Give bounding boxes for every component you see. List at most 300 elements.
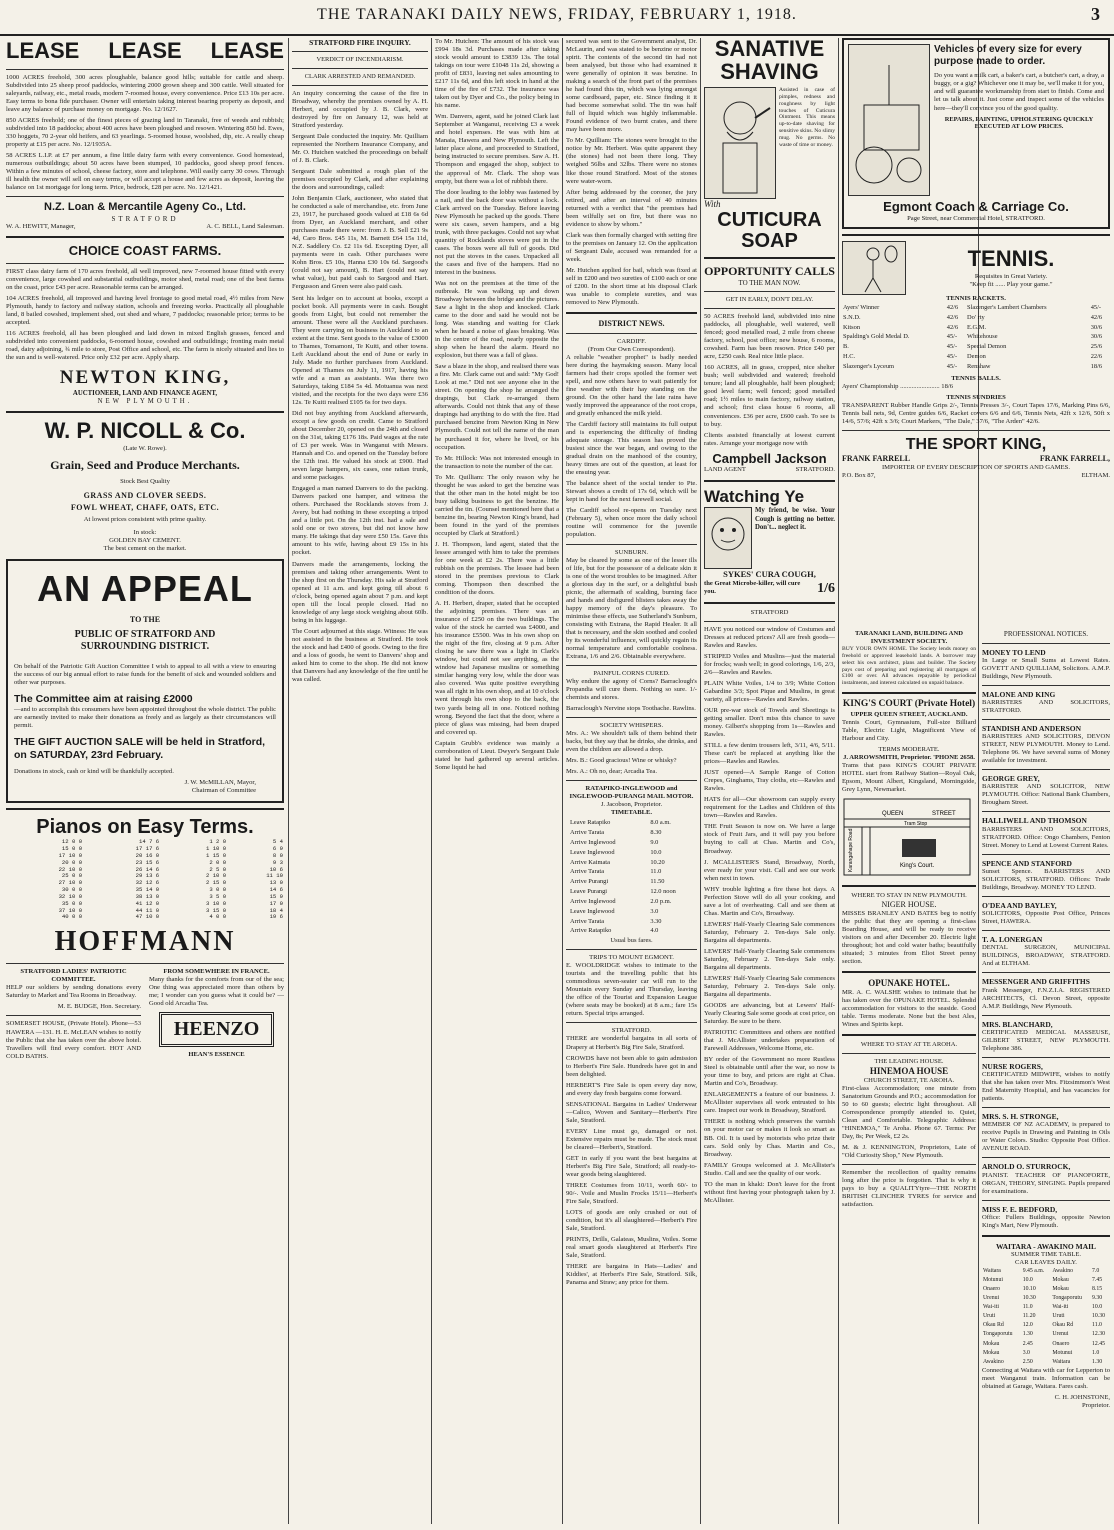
cardiff-heading: CARDIFF.: [617, 337, 646, 345]
tyre-ad: Remember the recollection of quality remains long after the price is forgotten. That is why it pays to buy a QUALITYtyre—THE NORTH BRITISH CLINCHER TYRES for service and satisfaction.: [842, 1169, 976, 1209]
gift-auction-notice: THE GIFT AUCTION SALE will be held in Stratford, on SATURDAY, 23rd February.: [14, 736, 266, 762]
waitara-owner: C. H. JOHNSTONE,: [1054, 1393, 1110, 1401]
notice-body: DENTAL SURGEON, MUNICIPAL BUILDINGS, BROADWAY, STRATFORD. And at ELTHAM.: [982, 944, 1110, 968]
article-paragraph: To Mr. Hillock: Was not interested enough in the transaction to note the number of the car.: [435, 454, 559, 470]
table-cell: Arrive Kaimata: [570, 858, 610, 866]
table-cell: 45/-: [946, 333, 958, 341]
table-cell: 25 0 0: [61, 872, 83, 880]
farrell-name-right: FRANK FARRELL,: [1039, 454, 1110, 464]
table-cell: 9.0: [650, 839, 659, 847]
timetable-row: [568, 918, 695, 926]
table-cell: 17 0: [269, 899, 283, 907]
france-heading: FROM SOMEWHERE IN FRANCE.: [163, 968, 270, 976]
table-cell: 19 6: [269, 913, 283, 921]
table-cell: 3 0 0: [209, 886, 227, 894]
opportunity-sub: TO THE MAN NOW.: [738, 278, 801, 287]
land-agent-label: LAND AGENT: [704, 466, 746, 474]
table-cell: Demon: [967, 352, 986, 360]
vehicles-ad: [842, 38, 1110, 229]
lease-word: LEASE: [210, 38, 284, 63]
table-cell: 8.30: [650, 829, 662, 837]
table-cell: 2 15 0: [205, 879, 227, 887]
table-cell: Mokau: [983, 1349, 1000, 1356]
pianos-heading: Pianos on Easy Terms.: [36, 816, 254, 839]
hinemoa-proprietor: M. & J. KENNINGTON, Proprietors, Late of "Old Curiosity Shop," New Plymouth.: [842, 1144, 976, 1160]
table-cell: Mokau: [983, 1340, 1000, 1347]
article-paragraph: To Mr. Quilliam: The only reason why he thought he was asked to get the benzine was that the other man in the hotel might be too busy talking business to get the benzine. He carried the tin. (Counsel mentioned here that a benzine tin, bearing Newton King's brand, had been found in the yard of the premises occupied by Clark at Stratford.): [435, 473, 559, 537]
timetable-row: [568, 908, 695, 916]
egmont-address: Page Street, near Commercial Hotel, STRATFORD.: [907, 214, 1045, 222]
article-paragraph: May be cleared by some as one of the lesser ills of life, but for the possessor of a delicate skin it is one of the worst troubles to be imagined. After a glorious day in the surf, or a delightful bush picnic, the aftermath of scalding, burning face and hands and disfigured blisters takes away the happy memory of the day's pleasure. To minimise these effects, use Sutherland's Sunburn, consisting with Extrana, the Rapid Healer. It all that is necessary, and the skin soothed and cooled by its wonderful influence, will quickly regain its normal temperature and comfortable coolness. Extrana, 1/6 and 2/6. Obtainable everywhere.: [566, 556, 697, 660]
racket-row: [842, 352, 1110, 362]
table-cell: 1.0: [1092, 1349, 1100, 1356]
table-cell: Arrive Purangi: [570, 878, 609, 886]
table-cell: 20 16 0: [135, 852, 160, 860]
table-cell: 3.0: [650, 907, 659, 915]
table-cell: B.: [843, 343, 849, 351]
racket-row: [842, 313, 1110, 323]
nicoll-prices: At lowest prices consistent with prime quality.: [83, 516, 207, 524]
nicoll-fowl: FOWL WHEAT, CHAFF, OATS, ETC.: [70, 503, 220, 513]
notice-heading: STANDISH AND ANDERSON: [982, 723, 1082, 733]
classified-ad: OUR pre-war stock of Towels and Sheetings is getting smaller. Don't miss this chance to save money. Gilbert's shopping from 1s—Rawles and Rawles.: [704, 707, 835, 739]
table-cell: 2 0 0: [209, 858, 227, 866]
table-cell: 2.50: [1022, 1358, 1033, 1365]
herbert-ad: PRINTS, Drills, Galateas, Muslins, Voiles. Some real smart goods slaughtered at Herbert's Fire Sale, Stratford.: [566, 1236, 697, 1260]
fire-verdict: VERDICT OF INCENDIARISM.: [316, 56, 404, 64]
table-cell: 17 17 6: [135, 845, 160, 853]
notice-body: In Large or Small Sums at Lowest Rates. GOVETT AND QUILLIAM, Solicitors. A.M.P. Buildings, New Plymouth.: [982, 656, 1110, 680]
timetable-row: [568, 927, 695, 935]
table-cell: 10.30: [1022, 1295, 1036, 1302]
table-cell: Arrive Tarata: [570, 829, 605, 837]
manager-name: W. A. HEWITT, Manager,: [6, 223, 76, 231]
table-cell: Uruti: [1052, 1313, 1065, 1320]
table-cell: 11.0: [650, 868, 662, 876]
lease-word: LEASE: [108, 38, 182, 63]
pianos-price-table: [6, 839, 284, 921]
appeal-box: [6, 559, 284, 803]
lease-listing-3: 58 ACRES L.I.P. at £7 per annum, a fine little dairy farm with every convenience. Good homestead, numerous outbuildings; about 50 acres have been stumped, 10 paddocks, good sheep proof fences. Within a few minutes of school, cheese factory, store and telephone. Will easily carry 30 cows. Through ill health the owner will sell on easy terms, or will accept a house and few acres as deposit, leaving the balance on 1st mortgage for long term. Price, bedrock, £28 per acre. No. 12/1421.: [6, 152, 284, 192]
kings-court-body: Tennis Court, Gymnasium, Full-size Billiard Table, Electric Light, Magnificent View of Harbour and City.: [842, 718, 976, 742]
table-cell: Arrive Inglewood: [570, 839, 616, 847]
article-paragraph: The Cardiff factory still maintains its full output and is experiencing the difficulty of finding adequate storage. This season has proved the busiest since the war began, and owing to the gradual drain on the manhood of the country, heavy times are out of the question, at least for the ensuing year.: [566, 421, 697, 477]
car-leaves: CAR LEAVES DAILY.: [1015, 1258, 1077, 1266]
table-cell: H.C.: [843, 352, 856, 360]
table-cell: 10.0: [650, 848, 662, 856]
waitara-row: [982, 1349, 1110, 1358]
appeal-body: On behalf of the Patriotic Gift Auction Committee I wish to appeal to all with a view to ensuring the success of our big annual effort to raise funds for the benefit of sick and wounded soldiers and other war purposes.: [14, 663, 276, 687]
column-rule: [562, 38, 563, 1524]
table-cell: 42/6: [1090, 313, 1103, 321]
racket-row: [842, 332, 1110, 342]
nicoll-grass: GRASS AND CLOVER SEEDS.: [83, 490, 207, 500]
table-cell: Onaero: [1052, 1340, 1070, 1347]
kings-court-address: UPPER QUEEN STREET, AUCKLAND.: [850, 710, 968, 718]
table-cell: Leave Inglewood: [570, 907, 615, 915]
table-cell: 3.30: [650, 917, 662, 925]
farm-listing-3: 116 ACRES freehold, all has been ploughed and laid down in mixed English grasses, fenced and subdivided into convenient paddocks, 6-roomed house, cowshed and outbuildings; fronting main metal road, dairy adjoining, ¾ mile to store, Post Office and school, etc. The farm is nicely situated and lies to the sun and is well-watered. Price only £32 per acre. Apply sharp.: [6, 330, 284, 362]
leading-house: THE LEADING HOUSE.: [874, 1058, 944, 1066]
column-rule: [838, 38, 839, 1524]
table-cell: 35 0 0: [61, 899, 83, 907]
campbell-jackson-name: Campbell Jackson: [712, 450, 827, 466]
land-listing: 160 ACRES, all in grass, cropped, nice shelter bush; well subdivided and watered; freehold tenure; land all ploughable, half been ploughed; good level farm; well fenced; good metalled road; 1½ miles to main factory, railway station, and school; first class house 6 rooms, all conveniences. £36 per acre, £600 cash. To see is to buy.: [704, 364, 835, 428]
table-cell: Wai-iti: [983, 1304, 999, 1311]
notice-heading: MONEY TO LEND: [982, 647, 1046, 657]
table-cell: 12.0 noon: [650, 888, 676, 896]
herbert-ad: SENSATIONAL Bargains in Ladies' Underwear—Calico, Woven and Sanitary—Herbert's Fire Sale, Stratford.: [566, 1100, 697, 1124]
article-paragraph: An inquiry concerning the cause of the fire in Broadway, whereby the premises owned by A. H. Herbert, and occupied by J. B. Clark, were destroyed by fire on January 12, was held at Stratford yesterday.: [292, 89, 428, 129]
newton-king-place: NEW PLYMOUTH.: [97, 397, 193, 405]
table-cell: 2.45: [1022, 1340, 1033, 1347]
kings-court-heading: KING'S COURT (Private Hotel): [842, 698, 976, 709]
balls-heading: TENNIS BALLS.: [951, 374, 1001, 382]
notice-heading: T. A. LONERGAN: [982, 935, 1043, 945]
table-cell: 11.0: [1092, 1322, 1102, 1329]
table-cell: Tongaporutu: [983, 1331, 1013, 1338]
notice-heading: MRS. S. H. STRONGE,: [982, 1112, 1059, 1122]
table-cell: Arrive Ratapiko: [570, 927, 612, 935]
table-cell: 32 10 0: [58, 892, 83, 900]
whispers-heading: SOCIETY WHISPERS.: [599, 722, 664, 730]
column-6-7-top: [842, 38, 1110, 628]
column-rule: [431, 38, 432, 1524]
article-paragraph: The Cardiff school re-opens on Tuesday next (February 5), when once more the daily school routine will commence for the juvenile population.: [566, 507, 697, 539]
article-paragraph: Saw a blaze in the shop, and realised there was a fire. Mr. Clark came out and said: "My God! Look at me." Did not see anyone else in the street. On opening the shop he arranged the drapings, but Clark re-arranged them afterwards. Could not think that any of these drapings had anything to do with the fire. Had purchased benzine from Newton King in New Plymouth. Could not tell the name of the man he purchased it for, where he lived, or his occupation.: [435, 363, 559, 451]
table-cell: 1 15 0: [205, 852, 227, 860]
nicoll-late: (Late W. Rowe).: [123, 445, 167, 452]
table-cell: Whitehouse: [967, 333, 998, 341]
classified-ad: STRIPED Voiles and Muslins—just the material for frocks; wash well; in good colorings, 1/6, 2/3, 2/6—Rawles and Rawles.: [704, 652, 835, 676]
cuticura-heading: CUTICURA: [717, 209, 822, 232]
te-aroha-heading: WHERE TO STAY AT TE AROHA.: [860, 1040, 958, 1048]
notice-body: Office: Fullers Buildings, opposite Newton King's Mart, New Plymouth.: [982, 1213, 1110, 1229]
table-cell: 37 10 0: [58, 906, 83, 914]
farm-listing-2: 104 ACRES freehold, all improved and having level frontage to good metal road, 4½ miles from New Plymouth, handy to factory and railway station, schools and freezing works. Practically all ploughable land, 8 bailed cowshed, implement shed, out shed and whare, 7 paddocks; reasonable price; terms to be accepted.: [6, 295, 284, 327]
classified-ad: GOODS are advancing, but at Lewers' Half-Yearly Clearing Sale some goods at cost price, on Saturday. Be sure to be there.: [704, 1002, 835, 1026]
table-cell: 20 0 0: [61, 858, 83, 866]
table-cell: 40 0 0: [61, 913, 83, 921]
table-cell: Motunui: [1052, 1349, 1073, 1356]
table-cell: 3 10 0: [205, 899, 227, 907]
notice-heading: SPENCE AND STANFORD: [982, 858, 1072, 868]
classified-ad: LEWERS' Half-Yearly Clearing Sale commences Saturday, February 2. Ten-days Sale only. Bargains all departments.: [704, 947, 835, 971]
sundries-heading: TENNIS SUNDRIES: [946, 393, 1006, 401]
map-label: Karangahape Road: [848, 828, 854, 872]
table-cell: 27 10 0: [58, 879, 83, 887]
table-cell: 4 0 0: [209, 913, 227, 921]
article-paragraph: Mrs. A.: We shouldn't talk of them behind their backs, but they say that he drinks, she drinks, and even the children are allowed a drop.: [566, 730, 697, 754]
article-paragraph: Mrs. A.: Oh no, dear; Arcadia Tea.: [566, 768, 657, 776]
watching-body: My friend, be wise. Your Cough is getting no better. Don't... neglect it.: [755, 507, 835, 531]
lease-word: LEASE: [6, 38, 80, 63]
column-6: [842, 630, 976, 1524]
table-cell: 35 14 0: [135, 886, 160, 894]
table-cell: Arrive Tarata: [570, 868, 605, 876]
ladies-committee-heading: STRATFORD LADIES' PATRIOTIC COMMITTEE.: [20, 968, 127, 984]
table-cell: 11 10: [266, 872, 283, 880]
carriage-illustration: [848, 44, 930, 196]
table-cell: 9.45 a.m.: [1022, 1268, 1045, 1275]
heenzo-logo: HEENZO: [159, 1012, 274, 1046]
table-cell: Awakino: [1052, 1268, 1074, 1275]
article-paragraph: Mr. Hutchen applied for bail, which was fixed at self in £200 and two sureties of £100 each or one of £200. In the short time at his disposal Clark was unable to complete sureties, and was removed to New Plymouth.: [566, 266, 697, 306]
importer-note: IMPORTER OF EVERY DESCRIPTION OF SPORTS AND GAMES.: [881, 464, 1070, 472]
racket-row: [842, 323, 1110, 333]
timetable-row: [568, 859, 695, 867]
nicoll-cement-note: The best cement on the market.: [103, 545, 187, 553]
classified-ad: TO the man in khaki: Don't leave for the front without first having your photograph taken by J. McAllister.: [704, 1180, 835, 1204]
table-cell: 4.0: [650, 927, 659, 935]
sunburn-heading: SUNBURN.: [614, 548, 649, 556]
table-cell: 3.0: [1022, 1349, 1030, 1356]
table-cell: Okau Rd: [1052, 1322, 1074, 1329]
waitara-connecting: Connecting at Waitara with car for Lepperton to meet Wanganui train. Information can be obtained at Garage, Waitara. Fares cash.: [982, 1366, 1110, 1390]
table-cell: Leave Inglewood: [570, 848, 615, 856]
table-cell: 12.0: [1022, 1322, 1033, 1329]
shaving-heading: SHAVING: [720, 59, 819, 84]
table-cell: 11.0: [1022, 1304, 1033, 1311]
table-cell: 5 4: [272, 838, 283, 846]
opportunity-tagline: GET IN EARLY, DON'T DELAY.: [725, 296, 814, 304]
with-label: With: [704, 199, 721, 210]
table-cell: 30/6: [1090, 333, 1103, 341]
hoffmann-logo: HOFFMANN: [54, 926, 236, 958]
table-cell: 6 9: [272, 845, 283, 853]
waitara-row: [982, 1303, 1110, 1312]
table-cell: 26 14 6: [135, 865, 160, 873]
classified-ad: PLAIN White Voiles, 1/4 to 3/9; White Cotton Gabardine 3/3; Spot Pique and Muslins, in great variety, all prices—Rawles and Rawles.: [704, 679, 835, 703]
notice-heading: MISS F. E. BEDFORD,: [982, 1204, 1058, 1214]
notice-body: BARRISTERS AND SOLICITORS, STRATFORD.: [982, 698, 1110, 714]
table-cell: Motunui: [983, 1277, 1003, 1284]
article-paragraph: Was not on the premises at the time of the outbreak. He was walking up and down Broadway between the bridge and the pictures. Saw a light in the shop and knocked. Clark came to the door and said he would not be long. Was standing and waiting for Clark when he heard a noise of glass breaking. Was in the centre of the road, nearly opposite the shop when he heard the alarm. Heard no explosion, but there was a fall of glass.: [435, 279, 559, 360]
table-cell: 7.45: [1092, 1277, 1103, 1284]
repairs-note: REPAIRS, PAINTING, UPHOLSTERING QUICKLY EXECUTED AT LOW PRICES.: [944, 115, 1094, 131]
herbert-ad: LOTS of goods are only crushed or out of condition, but it's all slaughtered—Herbert's Fire Sale, Stratford.: [566, 1209, 697, 1233]
appeal-mayor: J. W. McMILLAN, Mayor,: [184, 778, 256, 786]
herbert-ad: EVERY Line must go, damaged or not. Extensive repairs must be made. The stock must be cleared—Herbert's, Stratford.: [566, 1127, 697, 1151]
ladies-committee-body: HELP our soldiers by sending donations every Saturday to Market and Tea Rooms in Broadway.: [6, 984, 141, 1000]
classified-ad: THE Fruit Season is now on. We have a large stock of Fruit Jars, and it will pay you before buying to call at Chas. Martin and Co's, Broadway.: [704, 823, 835, 855]
table-cell: S.N.D.: [843, 313, 861, 321]
timetable-row: [568, 878, 695, 886]
heenzo-sub: HEAN'S ESSENCE: [188, 1050, 245, 1058]
nicoll-trade: Grain, Seed and Produce Merchants.: [50, 458, 240, 473]
corns-heading: PAINFUL CORNS CURED.: [593, 669, 670, 677]
table-cell: 15 9: [269, 892, 283, 900]
table-cell: 45/-: [946, 343, 958, 351]
stratford-heading: STRATFORD: [750, 608, 789, 616]
table-cell: 30/6: [1090, 323, 1103, 331]
timetable-row: [568, 819, 695, 827]
herbert-ad: HERBERT'S Fire Sale is open every day now, and every day fresh bargains come forward.: [566, 1081, 697, 1097]
racket-row: [842, 362, 1110, 372]
article-paragraph: To Mr. Hutchen: The amount of his stock was £994 18s 3d. Purchases made after taking stock would amount to £3839 13s. The total takings on tour were £1048 11s 2d, showing a profit of £831, leaving net sales amounting to £217 11s 6d, and this left stock in hand at the time of the fire of £732. The insurance was taken out by Dyer and Co., the policy being in his name.: [435, 38, 559, 110]
classified-ad: HAVE you noticed our window of Costumes and Dresses at reduced prices? All are fresh goods—Rawles and Rawles.: [704, 625, 835, 649]
sport-king-heading: THE SPORT KING,: [905, 435, 1047, 453]
map-label: King's Court.: [900, 862, 935, 869]
column-1: [6, 38, 284, 1524]
table-cell: Mokau: [1052, 1277, 1069, 1284]
table-cell: 12.45: [1092, 1340, 1106, 1347]
article-paragraph: After being addressed by the coroner, the jury retired, and after an interval of 40 minutes returned with a verdict that "the premises had been wilfully set on fire, but there was no evidence to show by whom.": [566, 188, 697, 228]
waitara-proprietor: Proprietor.: [1081, 1401, 1110, 1409]
nz-loan-town: STRATFORD: [111, 214, 179, 223]
article-paragraph: A. H. Herbert, draper, stated that he occupied the adjoining premises. There was an insurance of £250 on the two buildings. The value of the stock he carried was £4000, and his insurance £5500. Was in his own shop on the night of the fire, closing at 9 p.m. After closing he saw there was a light in Clark's window, but could not see anything, as the window had Japanese muslins or something similar hanging very low, while the door was also covered. Was quite positive everything was all right in his own shop, and at 10 o'clock went through his own shop to the back, the two yards being all in one. Noticed nothing wrong. Beyond the fact that the door, where a piece of glass was missing, had been draped and covered up.: [435, 600, 559, 736]
opportunity-heading: OPPORTUNITY CALLS: [704, 264, 835, 279]
waitara-row: [982, 1312, 1110, 1321]
herbert-ad: THERE are bargains in Hats—Ladies' and Kiddies', at Herbert's Fire Sale, Stratford. Silk, Panama and Straw; any price for them.: [566, 1263, 697, 1287]
appeal-chairman: Chairman of Committee: [191, 786, 256, 794]
sanative-heading: SANATIVE: [714, 38, 825, 61]
table-cell: 9 3: [272, 858, 283, 866]
table-cell: Urenui: [1052, 1331, 1069, 1338]
table-cell: Mokau: [1052, 1286, 1069, 1293]
table-cell: 30 0 0: [61, 886, 83, 894]
table-cell: 45/-: [946, 352, 958, 360]
table-cell: 42/6: [946, 323, 959, 331]
shaving-note: Assisted in case of pimples, redness and roughness by light touches of Cuticura Ointment. This means up-to-date shaving for sensitive skins. No slimy mug. No germs. No waste of time or money.: [779, 87, 835, 148]
table-cell: Waitara: [1052, 1358, 1071, 1365]
herbert-ad: THERE are wonderful bargains in all sorts of Drapery at Herbert's Big Fire Sale, Stratford.: [566, 1035, 697, 1051]
timetable-row: [568, 898, 695, 906]
table-cell: 10.0: [1022, 1277, 1033, 1284]
appeal-audience: PUBLIC OF STRATFORD AND SURROUNDING DISTRICT.: [74, 628, 216, 653]
tennis-player-illustration: [842, 241, 906, 295]
classified-ad: BY order of the Government no more Rustless Steel is obtainable until after the war, so now is your time to buy, and prices are right at Chas. Martin and Co's, Broadway.: [704, 1056, 835, 1088]
article-paragraph: Sergeant Dale submitted a rough plan of the premises occupied by Clark, and after explaining the doors and surroundings, called:: [292, 168, 428, 192]
table-cell: 18 4: [269, 906, 283, 914]
france-body: Many thanks for the comforts from our of the sea; One thing was appreciated more than others by me; I wonder can you guess what it could be? —Good old Arcadia Tea.: [149, 976, 284, 1008]
kings-court-map: [842, 797, 972, 877]
ladies-committee-sign: M. E. BUDGE, Hon. Secretary.: [57, 1003, 141, 1011]
table-cell: 32 12 6: [135, 879, 160, 887]
waitara-row: [982, 1276, 1110, 1285]
article-paragraph: A reliable "weather prophet" is badly needed here during the haymaking season. Many local farmers had their crops spoiled the former wet spell, and now others have to wait patiently for fine weather with their hay standing on the ground. On the other hand the late rains have vastly improved the appearance of the root crops, and greatly enhanced the milk yield.: [566, 353, 697, 418]
column-7: [982, 630, 1110, 1524]
table-cell: Renshaw: [967, 362, 991, 370]
table-cell: 14 6: [269, 886, 283, 894]
classified-ad: STILL a few denim trousers left, 3/11, 4/6, 5/11. These can't be replaced at anything like the prices—Rawles and Rawles.: [704, 742, 835, 766]
table-cell: 10.10: [1022, 1286, 1036, 1293]
farrell-name-left: FRANK FARRELL: [842, 454, 911, 464]
classified-ad: LEWERS' Half-Yearly Clearing Sale commences Saturday, February 2. Ten-days Sale only. Bargains all departments.: [704, 920, 835, 944]
table-cell: 44 11 0: [135, 906, 160, 914]
correspondent-note: (From Our Own Correspondent).: [587, 345, 676, 353]
racket-row: [842, 303, 1110, 313]
tennis-slogan: "Keep fit ...... Play your game.": [969, 281, 1053, 289]
column-4: [566, 38, 697, 1524]
egmont-coach-name: Egmont Coach & Carriage Co.: [883, 199, 1069, 214]
newton-king-title: AUCTIONEER, LAND AND FINANCE AGENT,: [72, 389, 218, 397]
vehicles-body: Do you want a milk cart, a baker's cart, a butcher's cart, a dray, a buggy, or a gig? Whichever one it may be, we'll make it for you, and will guarantee workmanship from start to finish. Come and let us talk about it. Just come and inspect some of the vehicles here—they'll convince you of the good quality.: [934, 72, 1105, 112]
herbert-ad: GET in early if you want the best bargains at Herbert's Big Fire Sale, Stratford; all ready-to-wear goods being slaughtered.: [566, 1154, 697, 1178]
timetable-row: [568, 888, 695, 896]
soap-heading: SOAP: [741, 230, 798, 253]
table-cell: 42/6: [946, 313, 959, 321]
notice-body: CERTIFICATED MEDICAL MASSEUSE, GILBERT STREET, NEW PLYMOUTH. Telephone 386.: [982, 1028, 1110, 1052]
article-paragraph: Did not buy anything from Auckland afterwards, except a few goods on credit. Came to Stratford about December 20, opened on the 24th and closed on the 31st, taking £176 18s. Paid wages at the rate of £3 per week. Was in Wanganui with Messrs. Hannah and Co. and opened on the Tuesday before the 12th inst. He valued his stock at £900. Had seven large hampers, six cases, one rattan trunk, and some packages.: [292, 409, 428, 482]
table-cell: 11.20: [1022, 1313, 1036, 1320]
article-paragraph: To Mr. Quilliam: The stones were brought to the notice by Mr. Herbert. Was quite apparent they (the stones) had not been there long. They weighed 56lbs and 32lbs. There were no stones like those round Stratford. Most of the stones were water-worn.: [566, 137, 697, 185]
table-cell: 10.20: [650, 858, 665, 866]
notice-heading: HALLIWELL AND THOMSON: [982, 816, 1087, 826]
notice-heading: NURSE ROGERS,: [982, 1061, 1043, 1071]
nz-loan-heading: N.Z. Loan & Mercantile Ageny Co., Ltd.: [44, 201, 246, 214]
stratford-label: STRATFORD.: [795, 466, 835, 474]
timetable-note: Usual bus fares.: [610, 937, 653, 945]
nicoll-cement: GOLDEN BAY CEMENT.: [109, 537, 181, 545]
article-paragraph: Captain Grubb's evidence was mainly a corroboration of Lieut. Dwyer's Sergeant Dale stated he had gathered up several articles. Some liquid he had: [435, 739, 559, 771]
table-cell: 10.30: [1092, 1313, 1106, 1320]
article-paragraph: J. H. Thompson, land agent, stated that the lessee arranged with him to take the premises for one week at £2 2s. There was a little rubbish on the premises. The lessee had been stored in the premises previous to Clark coming. Thompson then described the condition of the doors.: [435, 540, 559, 597]
notice-heading: O'DEA AND BAYLEY,: [982, 900, 1057, 910]
table-cell: 22/6: [1090, 352, 1103, 360]
lease-listing-1: 1000 ACRES freehold, 300 acres ploughable, balance good hills; suitable for cattle and sheep. Subdivided into 25 sheep proof paddocks, wintering 2000 grown sheep and 300 cattle. Well situated for saleyards, railway, etc., metal roads, modern 7-roomed house, every convenience. Price £13 10s per acre. Easy terms to bona fide purchaser. Owner will entertain taking interest bearing property as deposit, and leave any balance of purchase money on mortgage. No. 12/1627.: [6, 73, 284, 113]
article-paragraph: The balance sheet of the social tender to Pte. Stewart shows a credit of 17s 6d, which will be kept in hand for the next farewell social.: [566, 480, 697, 504]
hinemoa-body: First-class Accommodation; one minute from Sanatorium Grounds and P.O.; accommodation for 50 to 60 guests; electric light throughout. All Correspondence promptly attended to. Quiet, Clean and Comfortable. Telegraphic Address: "HINEMOA," Te Aroha. Phone 67. Terms: Per Day, 8s; Per Week, £2 2s.: [842, 1085, 976, 1141]
racket-row: [842, 342, 1110, 352]
table-cell: 22 10 0: [58, 865, 83, 873]
notice-body: CERTIFICATED MIDWIFE, wishes to notify that she has taken over Mrs. Fitzsimmon's West End Maternity Hospital, and has vacancies for patients.: [982, 1070, 1110, 1103]
opunake-body: MR. A. C. WALSHE wishes to intimate that he has taken over the OPUNAKE HOTEL. Splendid accommodation for visitors to the seaside. Good table. Terms moderate. None but the best Ales, Wines and Spirits kept.: [842, 988, 976, 1028]
fire-arrested: CLARK ARRESTED AND REMANDED.: [304, 72, 416, 80]
column-5: [704, 38, 835, 1524]
classified-ad: J. MCALLISTER'S Stand, Broadway, North, ever ready for your visit. Call and see our work when next in town.: [704, 858, 835, 882]
table-cell: 14 7 6: [139, 838, 160, 846]
hinemoa-address: CHURCH STREET, TE AROHA.: [863, 1077, 955, 1085]
table-cell: Do' rty: [967, 313, 985, 321]
notice-heading: ARNOLD O. STURROCK,: [982, 1162, 1071, 1172]
table-cell: 12 0 0: [61, 838, 83, 846]
waitara-row: [982, 1358, 1110, 1367]
table-cell: 38 13 0: [135, 892, 160, 900]
table-cell: 3 5 0: [209, 892, 227, 900]
table-cell: 2 5 0: [209, 865, 227, 873]
watching-heading: Watching Ye: [704, 486, 805, 506]
waitara-row: [982, 1330, 1110, 1339]
table-cell: Wai-iti: [1052, 1304, 1069, 1311]
where-to-stay-heading: WHERE TO STAY IN NEW PLYMOUTH.: [851, 891, 967, 899]
table-cell: 47 10 0: [135, 913, 160, 921]
waitara-row: [982, 1321, 1110, 1330]
mail-timetable: [566, 817, 697, 937]
timetable-row: [568, 829, 695, 837]
table-cell: Uruti: [983, 1313, 996, 1320]
rackets-heading: TENNIS RACKETS.: [946, 294, 1006, 302]
newspaper-title: THE TARANAKI DAILY NEWS, FRIDAY, FEBRUARY 1, 1918.: [317, 6, 797, 23]
table-cell: Spalding's Gold Medal D.: [843, 333, 910, 341]
appeal-donations: Donations in stock, cash or kind will be thankfully accepted.: [14, 767, 174, 775]
sykes-price: 1/6: [817, 580, 835, 596]
table-cell: 41 12 0: [135, 899, 160, 907]
classified-ad: HATS for all—Our showroom can supply every requirement for the Ladies and Children of this town—Rawles and Rawles.: [704, 796, 835, 820]
notice-body: SOLICITORS, Opposite Post Office, Princes Street, HAWERA.: [982, 910, 1110, 926]
table-cell: 7.0: [1092, 1268, 1100, 1275]
table-cell: 2.0 p.m.: [650, 897, 672, 905]
lease-listing-2: 850 ACRES freehold; one of the finest pieces of grazing land in Taranaki, free of weeds and rubbish; subdivided into 18 paddocks; about 400 acres have been ploughed and resown. Wintering 850 hd. Ewes, 330 hoggets, 70 2-year old heifers, and 63 yearlings. 5-roomed house, woolshed, dip, etc. A really cheap property at £15 per acre. No. 12/1935A.: [6, 116, 284, 149]
niger-house-heading: NIGER HOUSE.: [881, 899, 937, 909]
waitara-timetable: [982, 1267, 1110, 1367]
professional-heading: PROFESSIONAL NOTICES.: [1003, 630, 1089, 638]
table-cell: Kitson: [843, 323, 861, 331]
table-cell: Special Demon: [967, 343, 1007, 351]
fire-inquiry-heading: STRATFORD FIRE INQUIRY.: [309, 38, 411, 47]
timetable-row: [568, 839, 695, 847]
sykes-name: SYKES' CURA COUGH,: [723, 569, 816, 580]
